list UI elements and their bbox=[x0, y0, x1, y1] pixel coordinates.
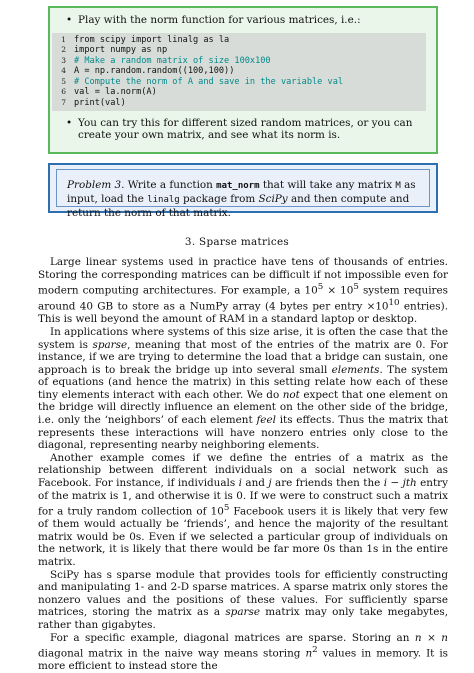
paragraph: Another example comes if we define the entries of a matrix as the relationship between different individuals on a social network such as Facebook. For instance, if individuals i and j are friends then the i − jth entry of the matrix is 1, and otherwise it is 0. If we were to construct such a matrix for a truly random collection of $10^5$ Facebook users it is likely that very few of them would actually be ‘friends’, and hence the majority of the resultant matrix would be 0s. Even if we selected a particular group of individuals on the network, it is likely that there would be far more 0s than 1s in the entire matrix. bbox=[38, 451, 449, 569]
code-line: 4 A = np.random.random((100,100)) bbox=[61, 66, 235, 77]
code-line: 1 from scipy import linalg as la bbox=[61, 34, 230, 45]
paragraph: SciPy has s sparse module that provides tools for efficiently constructing and manipulating 1- and 2-D sparse matrices. A sparse matrix only stores the nonzero values and the positions of these values. For sufficiently sparse matrices, storing the matrix as a sparse matrix may only take megabytes, rather than gigabytes. bbox=[38, 568, 448, 632]
code-line: 2 import numpy as np bbox=[61, 45, 168, 56]
section-title: 3. Sparse matrices bbox=[184, 236, 290, 248]
paragraph: In applications where systems of this size arise, it is often the case that the system is sparse, meaning that most of the entries of the matrix are 0. For instance, if we are trying to determine the load that a bridge can sustain, one approach is to break the bridge up into several small elements. The system of equations (and hence the matrix) in this setting relate how each of these tiny elements interact with each other. We do not expect that one element on the bridge will directly influence an element on the other side of the bridge, i.e. only the ‘neighbors’ of each element feel its effects. Thus the matrix that represents these interactions will have nonzero entries only close to the diagonal, representing nearby neighboring elements. bbox=[38, 325, 449, 452]
code-block bbox=[52, 33, 426, 111]
problem-label: Problem 3. bbox=[67, 179, 125, 191]
code-line: 6 val = la.norm(A) bbox=[61, 87, 157, 98]
problem-box bbox=[48, 163, 438, 219]
function-name: mat_norm bbox=[216, 181, 260, 191]
exercise-box bbox=[48, 6, 438, 154]
body-text bbox=[38, 256, 448, 673]
problem-text: Problem 3. Write a function mat_norm that will take any matrix M as input, load the linalg package from SciPy and then compute and return the norm of that matrix. bbox=[56, 169, 430, 207]
outro-bullet: • You can try this for different sized random matrices, or you can create your own matrix, and see what its norm is. bbox=[60, 117, 426, 142]
intro-bullet: • Play with the norm function for various matrices, i.e.: bbox=[60, 14, 426, 27]
code-line: 7 print(val) bbox=[61, 98, 126, 109]
code-line: 5 # Compute the norm of A and save in the variable val bbox=[61, 76, 344, 87]
code-line: 3 # Make a random matrix of size 100x100 bbox=[61, 55, 271, 66]
paragraph: Large linear systems used in practice have tens of thousands of entries. Storing the corresponding matrices can be difficult if not impossible even for modern computing architectures. For example, a $10^5 \times 10^5$ system requires around 40 GB to store as a NumPy array (4 bytes per entry $\times 10^{10}$ entries). This is well beyond the amount of RAM in a standard laptop or desktop. bbox=[38, 256, 449, 326]
paragraph: For a specific example, diagonal matrices are sparse. Storing an n × n diagonal matrix in the naive way means storing $n^2$ values in memory. It is more efficient to instead store the bbox=[38, 631, 448, 673]
